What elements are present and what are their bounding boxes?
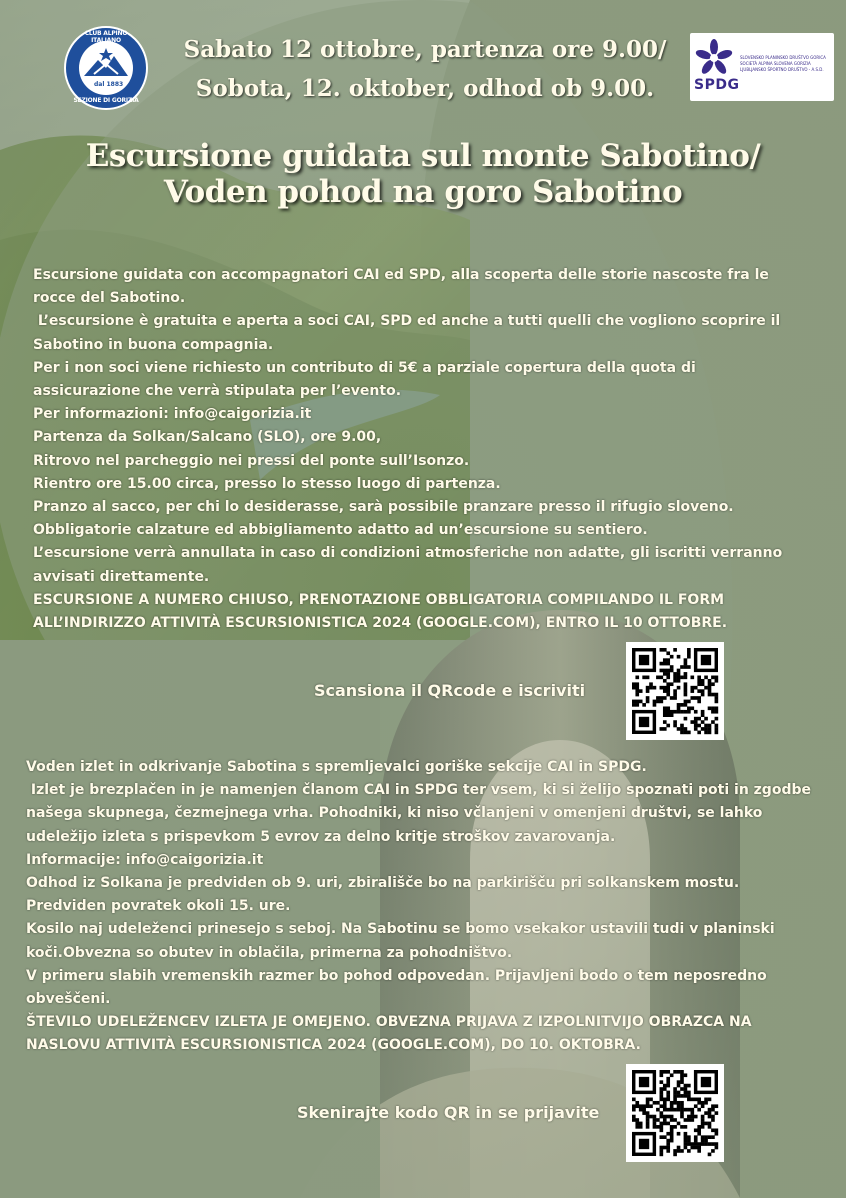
- paragraph-line: rocce del Sabotino.: [33, 290, 186, 307]
- paragraph-line: Escursione guidata con accompagnatori CAI ed SPD, alla scoperta delle storie nascoste fra le: [33, 267, 769, 283]
- qr-code-icon: [626, 1064, 724, 1162]
- paragraph-line: Kosilo naj udeleženci prinesejo s seboj. Na Sabotinu se bomo vsekakor ustavili tudi v planinski: [26, 921, 775, 938]
- paragraph-line: Odhod iz Solkana je predviden ob 9. uri, zbirališče bo na parkirišču pri solkanskem mostu.: [26, 875, 740, 892]
- paragraph-line: ŠTEVILO UDELEŽENCEV IZLETA JE OMEJENO. OBVEZNA PRIJAVA Z IZPOLNITVIJO OBRAZCA NA: [26, 1014, 752, 1031]
- paragraph-line: L’escursione verrà annullata in caso di condizioni atmosferiche non adatte, gli iscritti verranno: [33, 545, 783, 562]
- paragraph-line: Pranzo al sacco, per chi lo desiderasse, sarà possibile pranzare presso il rifugio sloveno.: [33, 499, 734, 516]
- cai-logo-ring-bottom: SEZIONE DI GORIZIA: [73, 97, 139, 104]
- slovenian-description: [26, 756, 841, 1058]
- cai-logo-ring-top: CLUB ALPINO ITALIANO: [84, 30, 128, 44]
- paragraph-line: koči.Obvezna so obutev in oblačila, primerna za pohodništvo.: [26, 944, 513, 961]
- cai-logo-year: dal 1883: [94, 81, 124, 88]
- paragraph-line: Per informazioni: info@caigorizia.it: [33, 406, 312, 423]
- paragraph-line: NASLOVU ATTIVITÀ ESCURSIONISTICA 2024 (GOOGLE.COM), DO 10. OKTOBRA.: [26, 1037, 641, 1054]
- cai-gorizia-logo: [64, 26, 148, 110]
- paragraph-line: Izlet je brezplačen in je namenjen članom CAI in SPDG ter vsem, ki si želijo spoznati poti in zgodbe: [26, 782, 811, 799]
- qr-label-slovenian: Skenirajte kodo QR in se prijavite: [297, 1103, 600, 1122]
- spdg-small-line: SLOVENSKO PLANINSKO DRUŠTVO GORICA: [740, 55, 826, 60]
- paragraph-line: ALL’INDIRIZZO ATTIVITÀ ESCURSIONISTICA 2024 (GOOGLE.COM), ENTRO IL 10 OTTOBRE.: [33, 615, 728, 632]
- paragraph-line: ESCURSIONE A NUMERO CHIUSO, PRENOTAZIONE OBBLIGATORIA COMPILANDO IL FORM: [33, 591, 725, 608]
- paragraph-line: Voden izlet in odkrivanje Sabotina s spremljevalci goriške sekcije CAI in SPDG.: [26, 759, 647, 775]
- paragraph-line: Predviden povratek okoli 15. ure.: [26, 898, 291, 915]
- paragraph-line: assicurazione che verrà stipulata per l’evento.: [33, 383, 402, 400]
- spdg-logo: [690, 33, 834, 101]
- spdg-label: SPDG: [694, 77, 740, 93]
- italian-description: [33, 264, 823, 635]
- paragraph-line: Ritrovo nel parcheggio nei pressi del ponte sull’Isonzo.: [33, 452, 470, 469]
- spdg-small-text: [740, 55, 830, 73]
- spdg-small-line: LJUBLJANSKO ŠPORTNO DRUŠTVO - A.S.D.: [740, 67, 824, 72]
- paragraph-line: Obbligatorie calzature ed abbigliamento adatto ad un’escursione su sentiero.: [33, 522, 648, 539]
- qr-code-icon: [626, 642, 724, 740]
- paragraph-line: udeležijo izleta s prispevkom 5 evrov za delno kritje stroškov zavarovanja.: [26, 828, 616, 845]
- title-italian: Escursione guidata sul monte Sabotino/: [85, 138, 761, 174]
- paragraph-line: Sabotino in buona compagnia.: [33, 336, 274, 353]
- paragraph-line: obveščeni.: [26, 991, 111, 1008]
- paragraph-line: Per i non soci viene richiesto un contributo di 5€ a parziale copertura della quota di: [33, 359, 696, 376]
- paragraph-line: Rientro ore 15.00 circa, presso lo stesso luogo di partenza.: [33, 475, 501, 492]
- paragraph-line: avvisati direttamente.: [33, 568, 210, 585]
- qr-code-italian[interactable]: [626, 642, 724, 740]
- spdg-small-line: SOCIETÀ ALPINA SLOVENA GORIZIA: [740, 61, 811, 66]
- qr-label-italian: Scansiona il QRcode e iscriviti: [314, 681, 586, 700]
- paragraph-line: L’escursione è gratuita e aperta a soci CAI, SPD ed anche a tutti quelli che vogliono scoprire il: [33, 313, 781, 330]
- paragraph-line: Partenza da Solkan/Salcano (SLO), ore 9.00,: [33, 429, 382, 446]
- date-italian: Sabato 12 ottobre, partenza ore 9.00/: [183, 36, 667, 63]
- date-slovenian: Sobota, 12. oktober, odhod ob 9.00.: [195, 75, 655, 102]
- title-slovenian: Voden pohod na goro Sabotino: [163, 174, 683, 210]
- paragraph-line: našega skupnega, čezmejnega vrha. Pohodniki, ki niso včlanjeni v omenjeni društvi, se lahko: [26, 805, 763, 822]
- paragraph-line: V primeru slabih vremenskih razmer bo pohod odpovedan. Prijavljeni bodo o tem neposredno: [26, 967, 767, 984]
- qr-code-slovenian[interactable]: [626, 1064, 724, 1162]
- paragraph-line: Informacije: info@caigorizia.it: [26, 851, 264, 868]
